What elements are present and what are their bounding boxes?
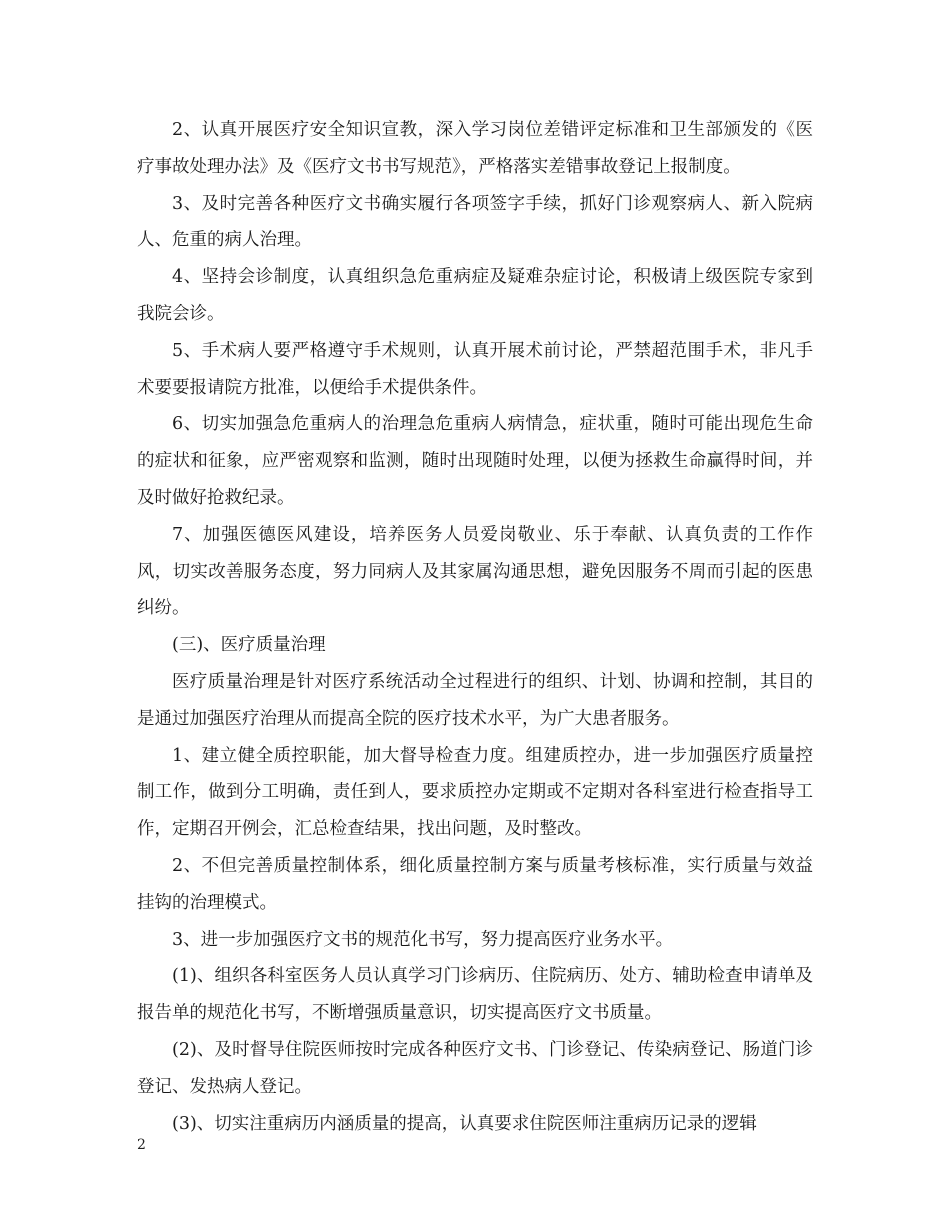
paragraph-quality-item-1: 1、建立健全质控职能，加大督导检查力度。组建质控办，进一步加强医疗质量控制工作，做到分工明确，责任到人，要求质控办定期或不定期对各科室进行检查指导工作，定期召开例会，汇总检查结果，找出问题，及时整改。 — [137, 745, 813, 840]
paragraph-item-2: 2、认真开展医疗安全知识宣教，深入学习岗位差错评定标准和卫生部颁发的《医疗事故处理办法》及《医疗文书书写规范》，严格落实差错事故登记上报制度。 — [137, 120, 813, 177]
paragraph-item-4: 4、坚持会诊制度，认真组织急危重病症及疑难杂症讨论，积极请上级医院专家到我院会诊。 — [137, 267, 813, 324]
paragraph-subitem-2: (2)、及时督导住院医师按时完成各种医疗文书、门诊登记、传染病登记、肠道门诊登记、发热病人登记。 — [137, 1039, 813, 1097]
document-body — [137, 112, 813, 1142]
paragraph-subitem-1: (1)、组织各科室医务人员认真学习门诊病历、住院病历、处方、辅助检查申请单及报告单的规范化书写，不断增强质量意识，切实提高医疗文书质量。 — [137, 966, 813, 1024]
paragraph-subitem-3: (3)、切实注重病历内涵质量的提高，认真要求住院医师注重病历记录的逻辑 — [172, 1113, 757, 1134]
paragraph-item-5: 5、手术病人要严格遵守手术规则，认真开展术前讨论，严禁超范围手术，非凡手术要要报请院方批准，以便给手术提供条件。 — [137, 340, 813, 398]
paragraph-quality-intro: 医疗质量治理是针对医疗系统活动全过程进行的组织、计划、协调和控制，其目的是通过加强医疗治理从而提高全院的医疗技术水平，为广大患者服务。 — [137, 671, 813, 729]
section-heading-quality-management: (三)、医疗质量治理 — [172, 635, 326, 656]
page-number: 2 — [137, 1137, 146, 1153]
paragraph-item-3: 3、及时完善各种医疗文书确实履行各项签字手续，抓好门诊观察病人、新入院病人、危重的病人治理。 — [137, 193, 813, 251]
paragraph-item-6: 6、切实加强急危重病人的治理急危重病人病情急，症状重，随时可能出现危生命的症状和征象，应严密观察和监测，随时出现随时处理，以便为拯救生命赢得时间，并及时做好抢救纪录。 — [137, 414, 813, 508]
paragraph-item-7: 7、加强医德医风建设，培养医务人员爱岗敬业、乐于奉献、认真负责的工作作风，切实改善服务态度，努力同病人及其家属沟通思想，避免因服务不周而引起的医患纠纷。 — [137, 524, 813, 619]
paragraph-quality-item-3: 3、进一步加强医疗文书的规范化书写，努力提高医疗业务水平。 — [172, 929, 674, 950]
paragraph-quality-item-2: 2、不但完善质量控制体系，细化质量控制方案与质量考核标准，实行质量与效益挂钩的治理模式。 — [137, 855, 813, 913]
